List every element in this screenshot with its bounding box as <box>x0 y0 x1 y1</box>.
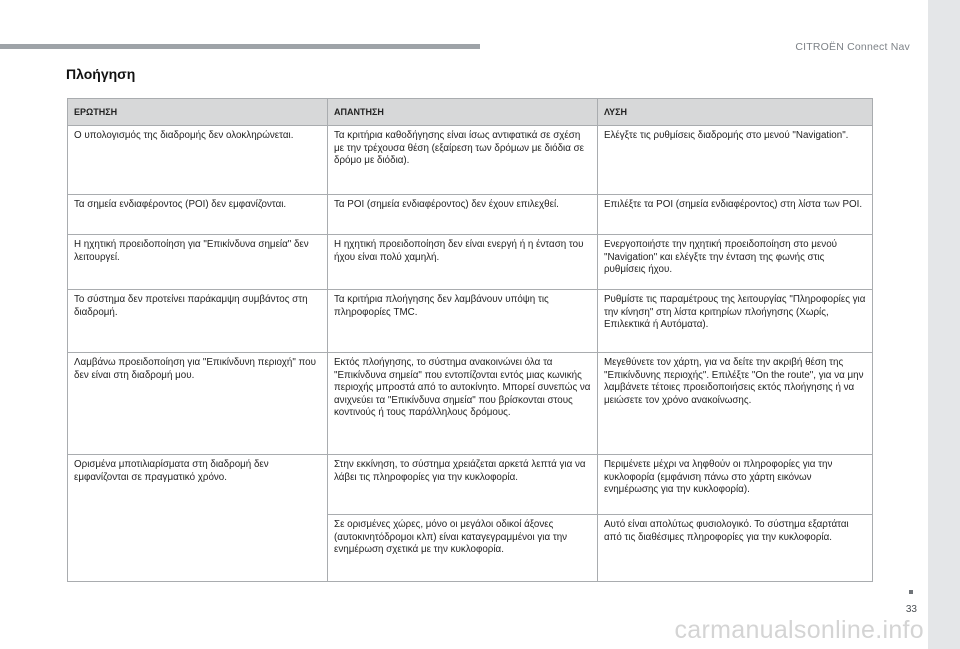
question-cell: Το σύστημα δεν προτείνει παράκαμψη συμβάντος στη διαδρομή. <box>68 290 328 353</box>
page-number: 33 <box>905 604 917 615</box>
table-row <box>68 353 873 455</box>
table-row <box>68 290 873 353</box>
solution-cell: Ελέγξτε τις ρυθμίσεις διαδρομής στο μενού "Navigation". <box>597 126 872 195</box>
answer-cell: Εκτός πλοήγησης, το σύστημα ανακοινώνει όλα τα "Επικίνδυνα σημεία" που εντοπίζονται εντός μιας κωνικής περιοχής μπροστά από το αυτοκίνητο. Μπορεί συνεπώς να ανιχνεύει τα "Επικίνδυνα σημεία" που βρίσκονται στους κοντινούς ή τους παράλληλους δρόμους. <box>328 353 598 455</box>
answer-cell: Σε ορισμένες χώρες, μόνο οι μεγάλοι οδικοί άξονες (αυτοκινητόδρομοι κλπ) είναι καταγεγραμμένοι για την ενημέρωση σχετικά με την κυκλοφορία. <box>328 515 598 582</box>
column-header-question: ΕΡΩΤΗΣΗ <box>68 99 328 126</box>
column-header-solution: ΛΥΣΗ <box>597 99 872 126</box>
watermark: carmanualsonline.info <box>674 616 924 644</box>
question-cell: Η ηχητική προειδοποίηση για "Επικίνδυνα σημεία" δεν λειτουργεί. <box>68 235 328 290</box>
question-cell: Ο υπολογισμός της διαδρομής δεν ολοκληρώνεται. <box>68 126 328 195</box>
answer-cell: Τα POI (σημεία ενδιαφέροντος) δεν έχουν επιλεχθεί. <box>328 195 598 235</box>
solution-cell: Μεγεθύνετε τον χάρτη, για να δείτε την ακριβή θέση της "Επικίνδυνης περιοχής". Επιλέξτε "On the route", για να μην λαμβάνετε τέτοιες προειδοποιήσεις εκτός πλοήγησης ή να μειώσετε τον χρόνο ανακοίνωσης. <box>597 353 872 455</box>
solution-cell: Αυτό είναι απολύτως φυσιολογικό. Το σύστημα εξαρτάται από τις διαθέσιμες πληροφορίες για την κυκλοφορία. <box>597 515 872 582</box>
header-rule <box>0 44 480 49</box>
solution-cell: Ρυθμίστε τις παραμέτρους της λειτουργίας "Πληροφορίες για την κίνηση" στη λίστα κριτηρίων πλοήγησης (Χωρίς, Επιλεκτικά ή Αυτόματα). <box>597 290 872 353</box>
column-header-answer: ΑΠΑΝΤΗΣΗ <box>328 99 598 126</box>
answer-cell: Στην εκκίνηση, το σύστημα χρειάζεται αρκετά λεπτά για να λάβει τις πληροφορίες για την κυκλοφορία. <box>328 455 598 515</box>
question-cell: Τα σημεία ενδιαφέροντος (POI) δεν εμφανίζονται. <box>68 195 328 235</box>
table-row <box>68 126 873 195</box>
table-row <box>68 235 873 290</box>
answer-cell: Η ηχητική προειδοποίηση δεν είναι ενεργή ή η ένταση του ήχου είναι πολύ χαμηλή. <box>328 235 598 290</box>
table-row <box>68 455 873 515</box>
table-header-row <box>68 99 873 126</box>
page-edge-band <box>928 0 960 649</box>
faq-table <box>67 98 873 582</box>
solution-cell: Επιλέξτε τα POI (σημεία ενδιαφέροντος) στη λίστα των POI. <box>597 195 872 235</box>
table-row <box>68 195 873 235</box>
answer-cell: Τα κριτήρια πλοήγησης δεν λαμβάνουν υπόψη τις πληροφορίες TMC. <box>328 290 598 353</box>
question-cell: Ορισμένα μποτιλιαρίσματα στη διαδρομή δεν εμφανίζονται σε πραγματικό χρόνο. <box>68 455 328 582</box>
page-marker <box>909 590 913 594</box>
header-brand: CITROËN Connect Nav <box>795 41 910 53</box>
solution-cell: Περιμένετε μέχρι να ληφθούν οι πληροφορίες για την κυκλοφορία (εμφάνιση πάνω στο χάρτη εικόνων ενημέρωσης για την κυκλοφορία). <box>597 455 872 515</box>
question-cell: Λαμβάνω προειδοποίηση για "Επικίνδυνη περιοχή" που δεν είναι στη διαδρομή μου. <box>68 353 328 455</box>
solution-cell: Ενεργοποιήστε την ηχητική προειδοποίηση στο μενού "Navigation" και ελέγξτε την ένταση της φωνής στις ρυθμίσεις ήχου. <box>597 235 872 290</box>
answer-cell: Τα κριτήρια καθοδήγησης είναι ίσως αντιφατικά σε σχέση με την τρέχουσα θέση (εξαίρεση των δρόμων με διόδια σε δρόμο με διόδια). <box>328 126 598 195</box>
section-title: Πλοήγηση <box>66 66 136 82</box>
